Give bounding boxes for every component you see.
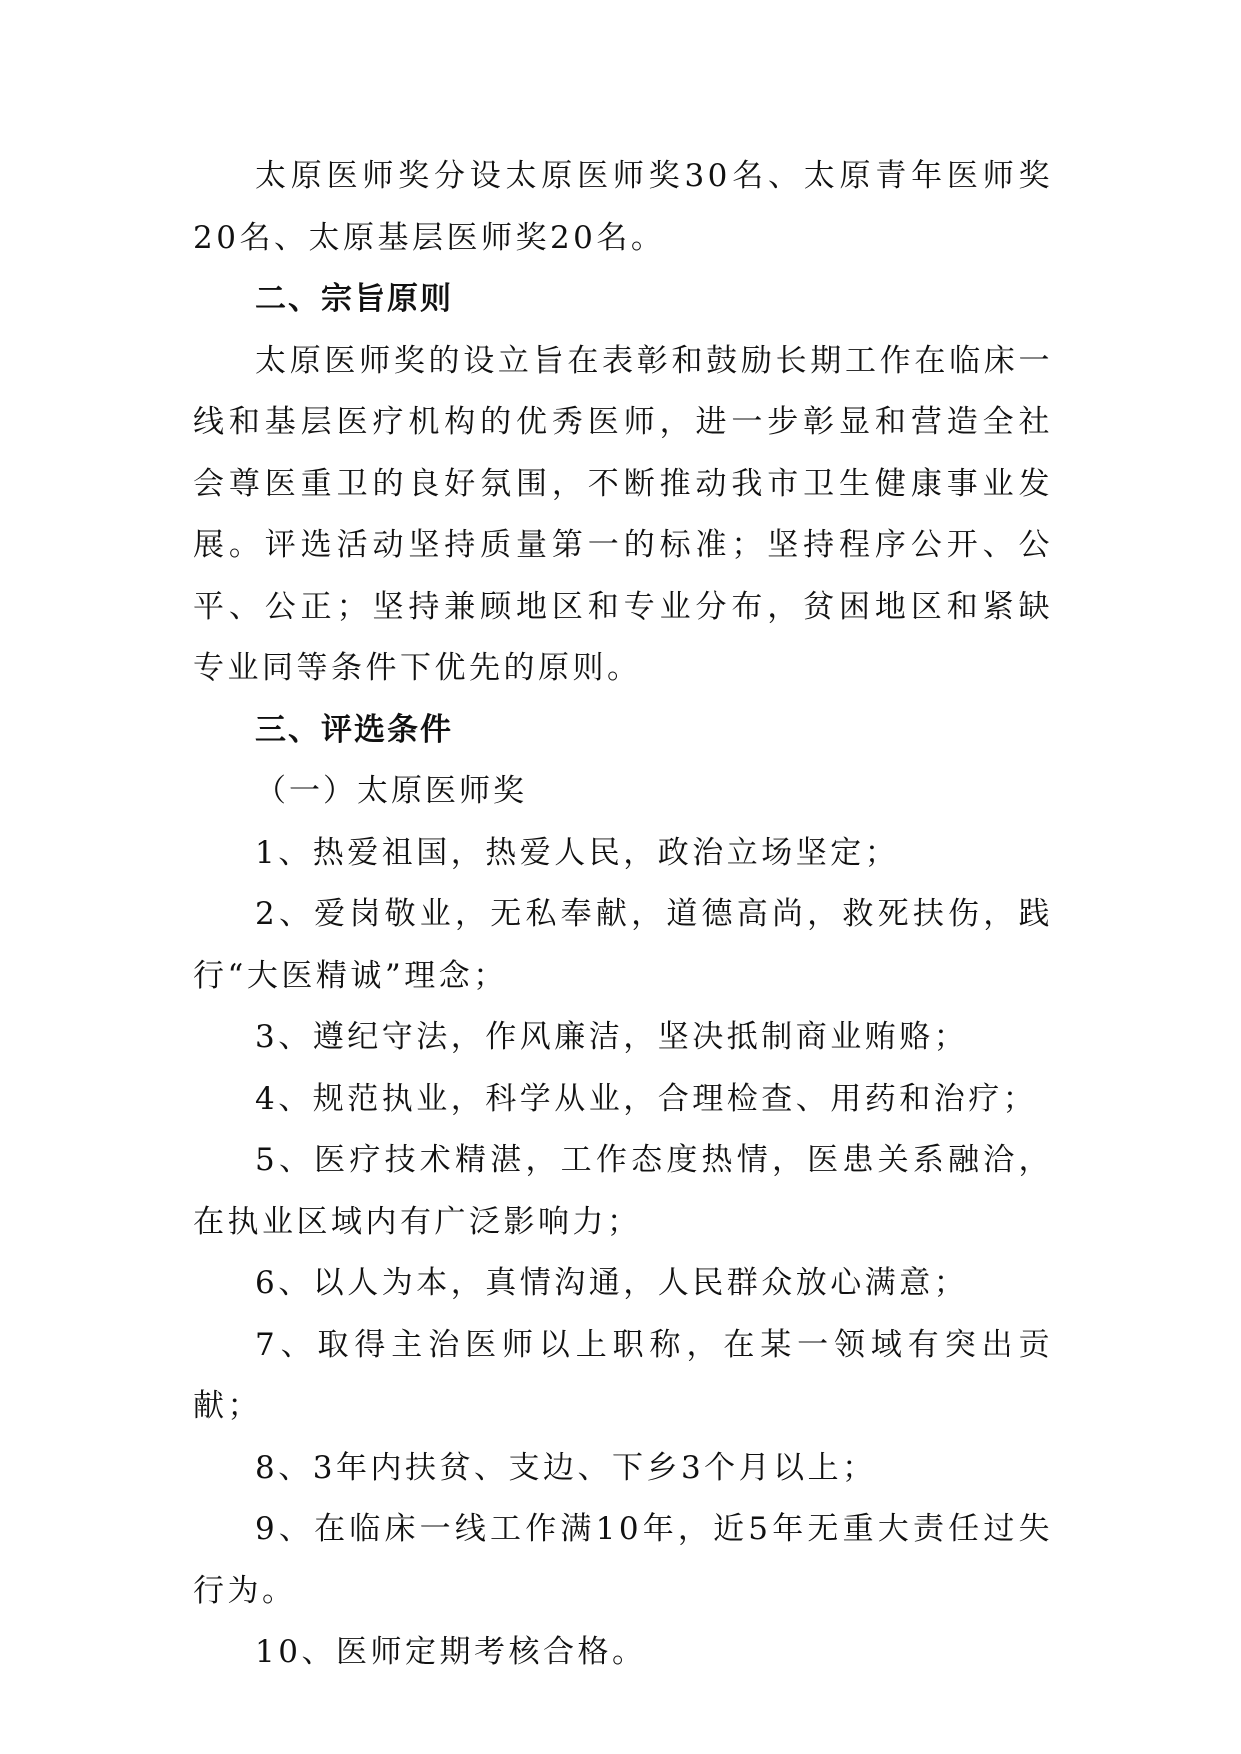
heading-purpose-principles: 二、宗旨原则	[255, 281, 453, 317]
criteria-item-3: 3、遵纪守法，作风廉洁，坚决抵制商业贿赂；	[255, 1019, 969, 1055]
criteria-item-8: 8、3年内扶贫、支边、下乡3个月以上；	[255, 1449, 877, 1486]
criteria-item-10: 10、医师定期考核合格。	[255, 1634, 647, 1670]
criteria-item-4: 4、规范执业，科学从业，合理检查、用药和治疗；	[255, 1080, 1038, 1117]
heading-selection-criteria: 三、评选条件	[255, 711, 453, 748]
criteria-item-9: 9、在临床一线工作满10年，近5年无重大责任过失行为。	[193, 1511, 1053, 1609]
criteria-item-6: 6、以人为本，真情沟通，人民群众放心满意；	[255, 1265, 969, 1301]
criteria-item-2: 2、爱岗敬业，无私奉献，道德高尚，救死扶伤，践行“大医精诚”理念；	[193, 896, 1053, 994]
criteria-item-5: 5、医疗技术精湛，工作态度热情，医患关系融洽，在执业区域内有广泛影响力；	[193, 1142, 1053, 1240]
paragraph-award-categories: 太原医师奖分设太原医师奖30名、太原青年医师奖20名、太原基层医师奖20名。	[193, 158, 1053, 256]
subheading-taiyuan-physician-award: （一）太原医师奖	[255, 773, 527, 809]
criteria-item-1: 1、热爱祖国，热爱人民，政治立场坚定；	[255, 834, 900, 871]
paragraph-purpose-principles: 太原医师奖的设立旨在表彰和鼓励长期工作在临床一线和基层医疗机构的优秀医师，进一步彰显和营造全社会尊医重卫的良好氛围，不断推动我市卫生健康事业发展。评选活动坚持质量第一的标准；坚持程序公开、公平、公正；坚持兼顾地区和专业分布，贫困地区和紧缺专业同等条件下优先的原则。	[193, 342, 1053, 686]
criteria-item-7: 7、取得主治医师以上职称，在某一领域有突出贡献；	[193, 1326, 1053, 1424]
document-body	[193, 146, 1053, 1684]
